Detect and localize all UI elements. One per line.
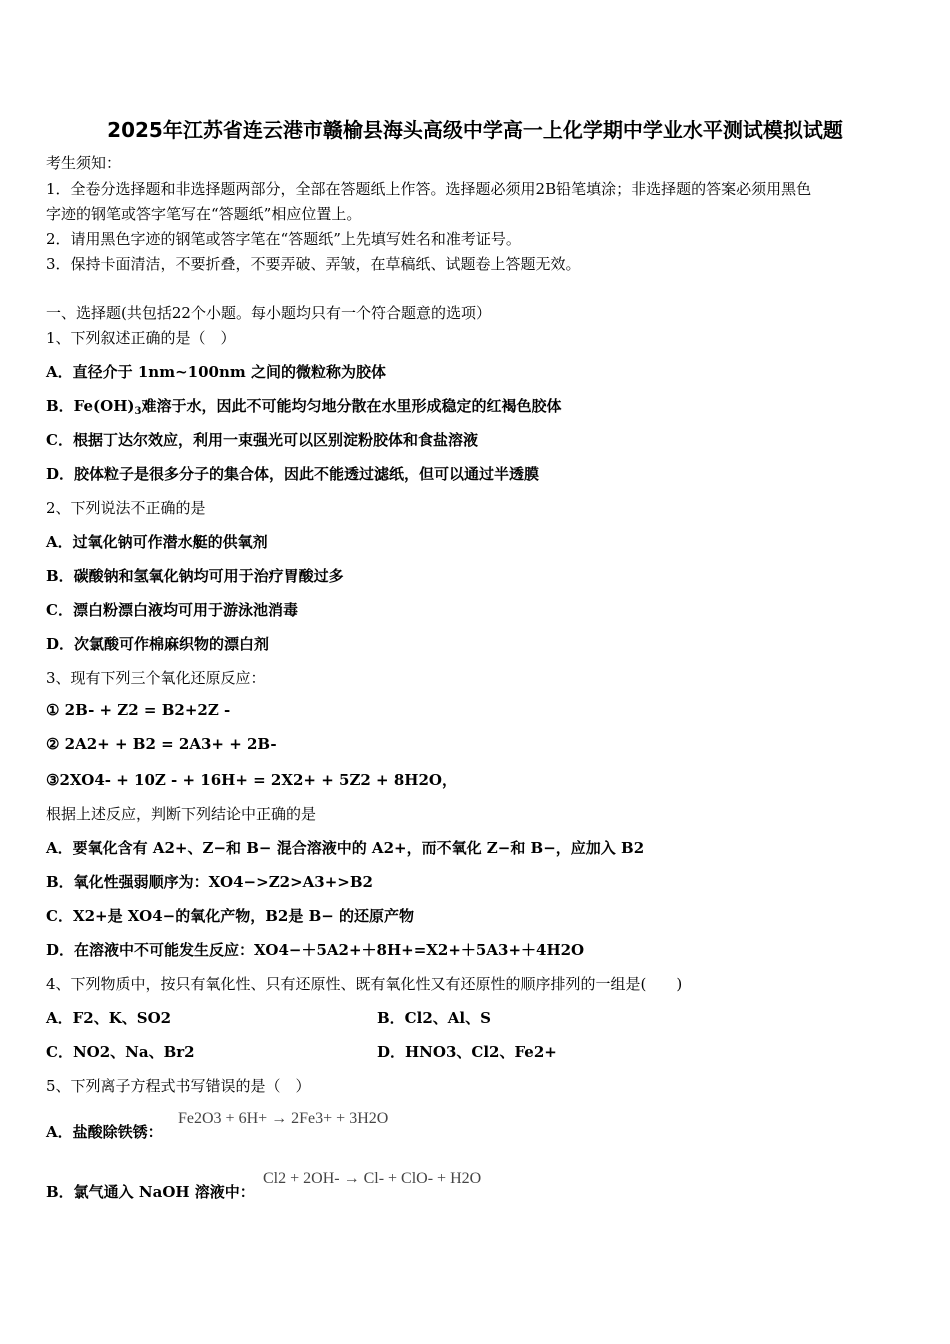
q4-option-b: B．Cl2、Al、S (377, 1009, 491, 1027)
q5-stem: 5、下列离子方程式书写错误的是（ ） (46, 1077, 311, 1095)
q3-stem: 3、现有下列三个氧化还原反应： (46, 669, 266, 687)
q3-reaction-1: ① 2B- + Z2 = B2+2Z - (46, 701, 231, 719)
q4-option-c: C．NO2、Na、Br2 (46, 1043, 195, 1061)
q3-option-b: B．氧化性强弱顺序为：XO4−>Z2>A3+>B2 (46, 873, 373, 891)
q2-option-d: D．次氯酸可作棉麻织物的漂白剂 (46, 635, 270, 653)
notice-item-2: 2．请用黑色字迹的钢笔或答字笔在“答题纸”上先填写姓名和准考证号。 (46, 230, 521, 248)
q5-option-b-label: B．氯气通入 NaOH 溶液中： (46, 1183, 255, 1201)
q3-reaction-2: ② 2A2+ + B2 = 2A3+ + 2B- (46, 735, 277, 753)
q1-option-b: B．$Fe(OH)_3$难溶于水，因此不可能均匀地分散在水里形成稳定的红褐色胶体 (46, 397, 562, 417)
q5-option-b-equation: Cl2 + 2OH- → Cl- + ClO- + H2O (263, 1170, 482, 1187)
q3-option-c: C．X2+是 XO4−的氧化产物，B2是 B− 的还原产物 (46, 907, 415, 925)
q2-option-c: C．漂白粉漂白液均可用于游泳池消毒 (46, 601, 298, 619)
q5-option-a-equation: Fe2O3 + 6H+ → 2Fe3+ + 3H2O (178, 1110, 389, 1127)
q2-stem: 2、下列说法不正确的是 (46, 499, 206, 517)
section-heading: 一、选择题(共包括22个小题。每小题均只有一个符合题意的选项） (46, 304, 491, 322)
notice-item-1b: 字迹的钢笔或答字笔写在“答题纸”相应位置上。 (46, 205, 362, 223)
q3-option-d: D．在溶液中不可能发生反应：XO4−＋5A2+＋8H+=X2+＋5A3+＋4H2O (46, 941, 585, 959)
page-title: 2025年江苏省连云港市赣榆县海头高级中学高一上化学期中学业水平测试模拟试题 (107, 118, 843, 142)
q3-option-a: A．要氧化含有 A2+、Z−和 B− 混合溶液中的 A2+，而不氧化 Z−和 B−，应加入 B2 (46, 839, 645, 857)
q4-option-d: D．HNO3、Cl2、Fe2+ (377, 1043, 557, 1061)
q1-option-d: D．胶体粒子是很多分子的集合体，因此不能透过滤纸，但可以通过半透膜 (46, 465, 540, 483)
q3-question: 根据上述反应，判断下列结论中正确的是 (46, 805, 317, 823)
q4-option-a: A．F2、K、SO2 (46, 1009, 172, 1027)
q2-option-b: B．碳酸钠和氢氧化钠均可用于治疗胃酸过多 (46, 567, 344, 585)
notice-item-3: 3．保持卡面清洁，不要折叠，不要弄破、弄皱，在草稿纸、试题卷上答题无效。 (46, 255, 581, 273)
q2-option-a: A．过氧化钠可作潜水艇的供氧剂 (46, 533, 268, 551)
notice-heading: 考生须知： (46, 154, 122, 172)
q5-option-a-label: A．盐酸除铁锈： (46, 1123, 163, 1141)
notice-item-1a: 1．全卷分选择题和非选择题两部分，全部在答题纸上作答。选择题必须用2B铅笔填涂；非选择题的答案必须用黑色 (46, 180, 812, 198)
q1-option-a: A．直径介于 1nm~100nm 之间的微粒称为胶体 (46, 363, 386, 381)
q4-stem: 4、下列物质中，按只有氧化性、只有还原性、既有氧化性又有还原性的顺序排列的一组是( ) (46, 975, 683, 993)
q3-reaction-3: ③2XO4- + 10Z - + 16H+ = 2X2+ + 5Z2 + 8H2O， (46, 771, 457, 789)
q1-stem: 1、下列叙述正确的是（ ） (46, 329, 236, 347)
q1-option-c: C．根据丁达尔效应，利用一束强光可以区别淀粉胶体和食盐溶液 (46, 431, 478, 449)
